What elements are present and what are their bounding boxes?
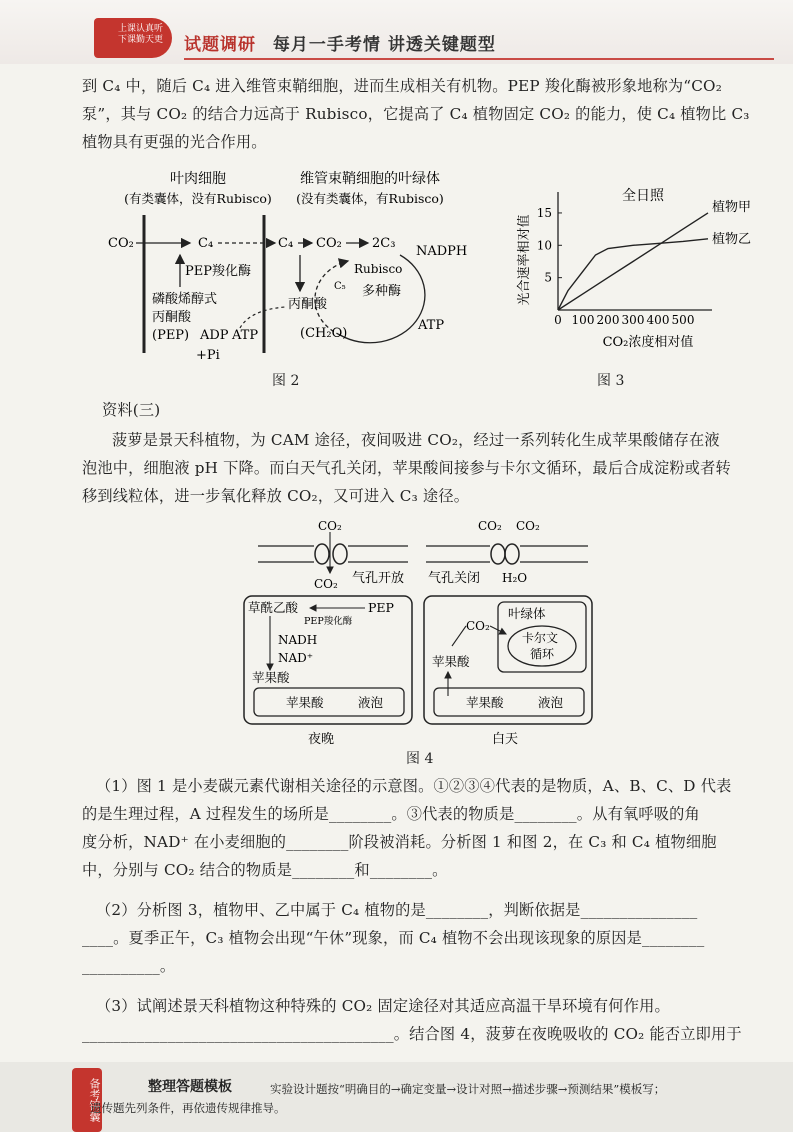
- chart-y-tick-label: 15: [536, 205, 552, 220]
- chart-series-line: [558, 213, 708, 310]
- night-label: 夜晚: [308, 732, 335, 747]
- chart-x-tick-label: 200: [596, 313, 620, 327]
- vacuole-day-label: 液泡: [538, 695, 564, 710]
- chart-x-tick-label: 500: [671, 313, 695, 327]
- bundle-sheath-title: 维管束鞘细胞的叶绿体: [300, 171, 440, 187]
- q3-line-2: ________________________________________。结合图 4，菠萝在夜晚吸收的 CO₂ 能否立即用于: [82, 1025, 742, 1043]
- mesophyll-subtitle: (有类囊体，没有Rubisco): [124, 191, 272, 206]
- q2-line-2: ____。夏季正午，C₃ 植物会出现“午休”现象，而 C₄ 植物不会出现该现象的原因是________: [82, 929, 705, 947]
- chart-series-line: [558, 239, 708, 310]
- chart-y-tick-label: 10: [536, 238, 552, 253]
- material-3-line-3: 移到线粒体，进一步氧化释放 CO₂，又可进入 C₃ 途径。: [82, 487, 470, 505]
- nad-label: NAD⁺: [278, 651, 314, 665]
- co2-night-bottom: CO₂: [314, 577, 338, 591]
- pep-line-3: (PEP): [152, 328, 190, 343]
- oxaloacetate-label: 草酰乙酸: [248, 600, 299, 615]
- pep-carboxylase: PEP羧化酶: [185, 264, 251, 279]
- vacuole-night-label: 液泡: [358, 695, 384, 710]
- malate-day: 苹果酸: [432, 654, 470, 669]
- q1-line-3: 度分析，NAD⁺ 在小麦细胞的________阶段被消耗。分析图 1 和图 2，在 C₃ 和 C₄ 植物细胞: [82, 833, 717, 851]
- header-rule: [184, 58, 774, 60]
- material-3-line-1: 菠萝是景天科植物，为 CAM 途径，夜间吸进 CO₂，经过一系列转化生成苹果酸储存在液: [112, 431, 720, 449]
- adp-label: ADP: [200, 328, 229, 343]
- enzymes-label: 多种酶: [362, 284, 402, 299]
- pep-label: PEP: [368, 600, 394, 615]
- c4-mesophyll: C₄: [198, 236, 214, 251]
- co2-day-top-1: CO₂: [478, 519, 502, 533]
- day-label: 白天: [492, 732, 519, 747]
- co2-left: CO₂: [108, 236, 134, 251]
- co2-day-top-2: CO₂: [516, 519, 540, 533]
- c5-label: C₅: [334, 281, 346, 292]
- q2-line-1: （2）分析图 3，植物甲、乙中属于 C₄ 植物的是________，判断依据是_______________: [96, 901, 698, 919]
- figure-2-c4-pathway: [100, 165, 490, 375]
- header-title-red: 试题调研: [184, 35, 256, 55]
- question-3: [82, 992, 762, 1048]
- stoma-open-guard-right: [333, 544, 347, 564]
- stoma-closed-label: 气孔关闭: [428, 571, 481, 586]
- q1-line-4: 中，分别与 CO₂ 结合的物质是________和________。: [82, 861, 448, 879]
- footer-side-tab: 备考锦囊: [72, 1068, 102, 1132]
- chart-x-tick-label: 400: [646, 313, 670, 327]
- atp-bundle: ATP: [418, 318, 445, 333]
- stoma-open-label: 气孔开放: [352, 571, 405, 586]
- mesophyll-title: 叶肉细胞: [170, 171, 226, 187]
- footer-text-2: 遗传题先列条件，再依遗传规律推导。: [90, 1101, 286, 1115]
- logo-text: [118, 24, 163, 46]
- pyruvate-label: 丙酮酸: [288, 297, 328, 312]
- co2-bundle: CO₂: [316, 236, 342, 251]
- stoma-closed-guard-right: [505, 544, 519, 564]
- rubisco-label: Rubisco: [354, 262, 403, 276]
- pep-carboxylase-night: PEP羧化酶: [304, 616, 353, 627]
- calvin-label-2: 循环: [530, 647, 555, 661]
- logo-line-1: 上课认真听: [118, 24, 164, 34]
- h2o-label: H₂O: [502, 571, 528, 585]
- pi-label: +Pi: [196, 348, 220, 363]
- chart-title: 全日照: [622, 188, 664, 204]
- nadph: NADPH: [416, 244, 468, 259]
- material-3-heading: 资料(三): [102, 401, 161, 419]
- malate-vacuole-night: 苹果酸: [286, 695, 324, 710]
- intro-line-1: 到 C₄ 中，随后 C₄ 进入维管束鞘细胞，进而生成相关有机物。PEP 羧化酶被形象地称为“CO₂: [82, 77, 722, 95]
- material-3-paragraph: [82, 426, 762, 510]
- two-c3: 2C₃: [372, 236, 396, 251]
- malate-vacuole-day: 苹果酸: [466, 695, 504, 710]
- chart-series-label: 植物甲: [712, 199, 752, 215]
- chloroplast-label: 叶绿体: [508, 606, 546, 621]
- figure-2-caption: 图 2: [272, 373, 300, 389]
- footer-label: 整理答题模板: [148, 1079, 232, 1095]
- chart-y-axis-label: 光合速率相对值: [517, 214, 532, 306]
- figure-4-cam-pathway: [240, 518, 600, 748]
- header-title: [184, 30, 496, 55]
- c4-bundle: C₄: [278, 236, 294, 251]
- page-header: [0, 0, 793, 64]
- figure-3-chart: [510, 180, 760, 355]
- header-title-rest: 每月一手考情 讲透关键题型: [272, 35, 496, 55]
- intro-paragraph: [82, 72, 762, 156]
- q1-line-2: 的是生理过程，A 过程发生的场所是________。③代表的物质是________。从有氧呼吸的角: [82, 805, 700, 823]
- chart-y-tick-label: 5: [544, 270, 552, 285]
- logo-line-2: 下课勤天更: [118, 35, 164, 45]
- chart-series-label: 植物乙: [712, 231, 752, 247]
- figure-3-caption: 图 3: [597, 373, 625, 389]
- calvin-label-1: 卡尔文: [522, 631, 559, 645]
- co2-day: CO₂: [466, 619, 490, 633]
- question-1: [82, 772, 762, 884]
- footer-text-1: 实验设计题按“明确目的→确定变量→设计对照→描述步骤→预测结果”模板写；: [270, 1082, 666, 1096]
- pep-line-2: 丙酮酸: [152, 310, 192, 325]
- nadh-label: NADH: [278, 633, 318, 647]
- ch2o-label: (CH₂O): [300, 326, 348, 341]
- q3-line-1: （3）试阐述景天科植物这种特殊的 CO₂ 固定途径对其适应高温干旱环境有何作用。: [96, 997, 670, 1015]
- malate-night: 苹果酸: [252, 670, 290, 685]
- co2-night-top: CO₂: [318, 519, 342, 533]
- material-3-line-2: 泡池中，细胞液 pH 下降。而白天气孔关闭，苹果酸间接参与卡尔文循环，最后合成淀粉或者转: [82, 459, 731, 477]
- chart-x-axis-label: CO₂浓度相对值: [602, 335, 694, 350]
- bundle-sheath-subtitle: (没有类囊体，有Rubisco): [296, 191, 444, 206]
- q2-line-3: __________。: [82, 957, 176, 975]
- stoma-open-guard-left: [315, 544, 329, 564]
- pep-line-1: 磷酸烯醇式: [152, 292, 218, 307]
- question-2: [82, 896, 762, 980]
- q1-line-1: （1）图 1 是小麦碳元素代谢相关途径的示意图。①②③④代表的是物质，A、B、C、D 代表: [96, 777, 732, 795]
- chart-x-tick-label: 0: [554, 313, 562, 327]
- chart-x-tick-label: 300: [621, 313, 645, 327]
- intro-line-3: 植物具有更强的光合作用。: [82, 133, 267, 151]
- atp-label: ATP: [232, 328, 259, 343]
- figure-4-caption: 图 4: [406, 751, 434, 767]
- chart-x-tick-label: 100: [571, 313, 595, 327]
- stoma-closed-guard-left: [491, 544, 505, 564]
- intro-line-2: 泵”，其与 CO₂ 的结合力远高于 Rubisco，它提高了 C₄ 植物固定 CO₂ 的能力，使 C₄ 植物比 C₃: [82, 105, 750, 123]
